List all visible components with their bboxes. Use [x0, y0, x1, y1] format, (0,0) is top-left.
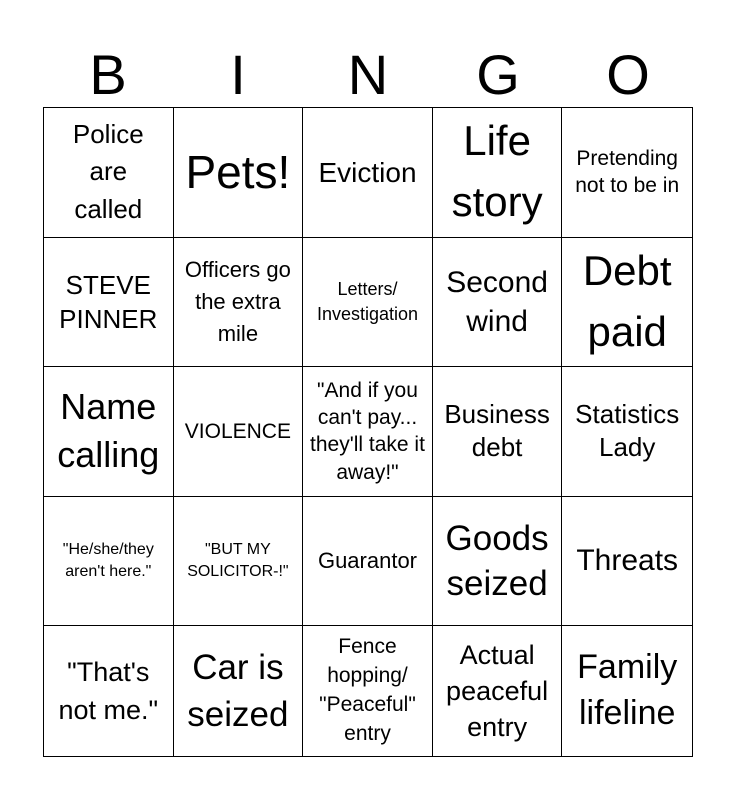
- cell-text: Debt paid: [582, 247, 672, 355]
- cell-text: STEVE PINNER: [59, 269, 158, 334]
- bingo-cell-r2-c3[interactable]: [303, 238, 433, 368]
- header-letter-g: G: [476, 43, 520, 106]
- bingo-cell-r3-c4[interactable]: [433, 367, 563, 497]
- cell-text: Officers go the extra mile: [184, 257, 291, 346]
- header-letter-n: N: [347, 43, 389, 106]
- cell-text: Guarantor: [317, 547, 418, 573]
- bingo-cell-r1-c2[interactable]: [174, 108, 304, 238]
- cell-text: Eviction: [318, 156, 417, 188]
- bingo-cell-r1-c5[interactable]: [562, 108, 692, 238]
- cell-text: "And if you can't pay... they'll take it away!": [310, 378, 425, 484]
- cell-text: "That's not me.": [58, 656, 159, 726]
- bingo-cell-r5-c2[interactable]: [174, 626, 304, 756]
- header-letter-i: I: [230, 43, 246, 106]
- bingo-cell-r2-c4[interactable]: [433, 238, 563, 368]
- cell-text: "BUT MY SOLICITOR-!": [187, 540, 289, 581]
- bingo-cell-r4-c2[interactable]: [174, 497, 304, 627]
- header-letter-o: O: [606, 43, 650, 106]
- bingo-cell-r1-c4[interactable]: [433, 108, 563, 238]
- bingo-cell-r4-c5[interactable]: [562, 497, 692, 627]
- bingo-cell-r4-c4[interactable]: [433, 497, 563, 627]
- cell-text: Goods seized: [445, 518, 549, 604]
- cell-text: Pretending not to be in: [575, 147, 680, 198]
- bingo-cell-r4-c1[interactable]: [44, 497, 174, 627]
- bingo-cell-r1-c1[interactable]: [44, 108, 174, 238]
- cell-text: Business debt: [444, 398, 550, 463]
- bingo-board: [43, 107, 693, 757]
- bingo-cell-r5-c1[interactable]: [44, 626, 174, 756]
- bingo-cell-r2-c2[interactable]: [174, 238, 304, 368]
- header-letter-b: B: [89, 43, 127, 106]
- bingo-header: [43, 44, 693, 106]
- cell-text: Statistics Lady: [575, 398, 680, 463]
- cell-text: Second wind: [446, 265, 548, 338]
- cell-text: Actual peaceful entry: [446, 639, 549, 743]
- bingo-cell-r5-c4[interactable]: [433, 626, 563, 756]
- bingo-cell-r2-c1[interactable]: [44, 238, 174, 368]
- cell-text: Pets!: [185, 145, 291, 198]
- bingo-cell-r2-c5[interactable]: [562, 238, 692, 368]
- cell-text: Fence hopping/ "Peaceful" entry: [319, 635, 416, 746]
- cell-text: Family lifeline: [577, 648, 678, 733]
- cell-text: "He/she/they aren't here.": [62, 540, 154, 581]
- bingo-cell-r3-c3[interactable]: [303, 367, 433, 497]
- cell-text: Police are called: [72, 118, 144, 225]
- cell-text: Letters/ Investigation: [316, 278, 419, 324]
- cell-text: Threats: [576, 544, 679, 578]
- cell-text: Car is seized: [187, 647, 289, 735]
- bingo-cell-r5-c3[interactable]: [303, 626, 433, 756]
- bingo-cell-r3-c5[interactable]: [562, 367, 692, 497]
- bingo-cell-r1-c3[interactable]: [303, 108, 433, 238]
- bingo-cell-r5-c5[interactable]: [562, 626, 692, 756]
- cell-text: Name calling: [57, 385, 160, 476]
- bingo-cell-r3-c1[interactable]: [44, 367, 174, 497]
- bingo-cell-r4-c3[interactable]: [303, 497, 433, 627]
- bingo-cell-r3-c2[interactable]: [174, 367, 304, 497]
- cell-text: Life story: [451, 117, 543, 226]
- cell-text: VIOLENCE: [184, 419, 291, 443]
